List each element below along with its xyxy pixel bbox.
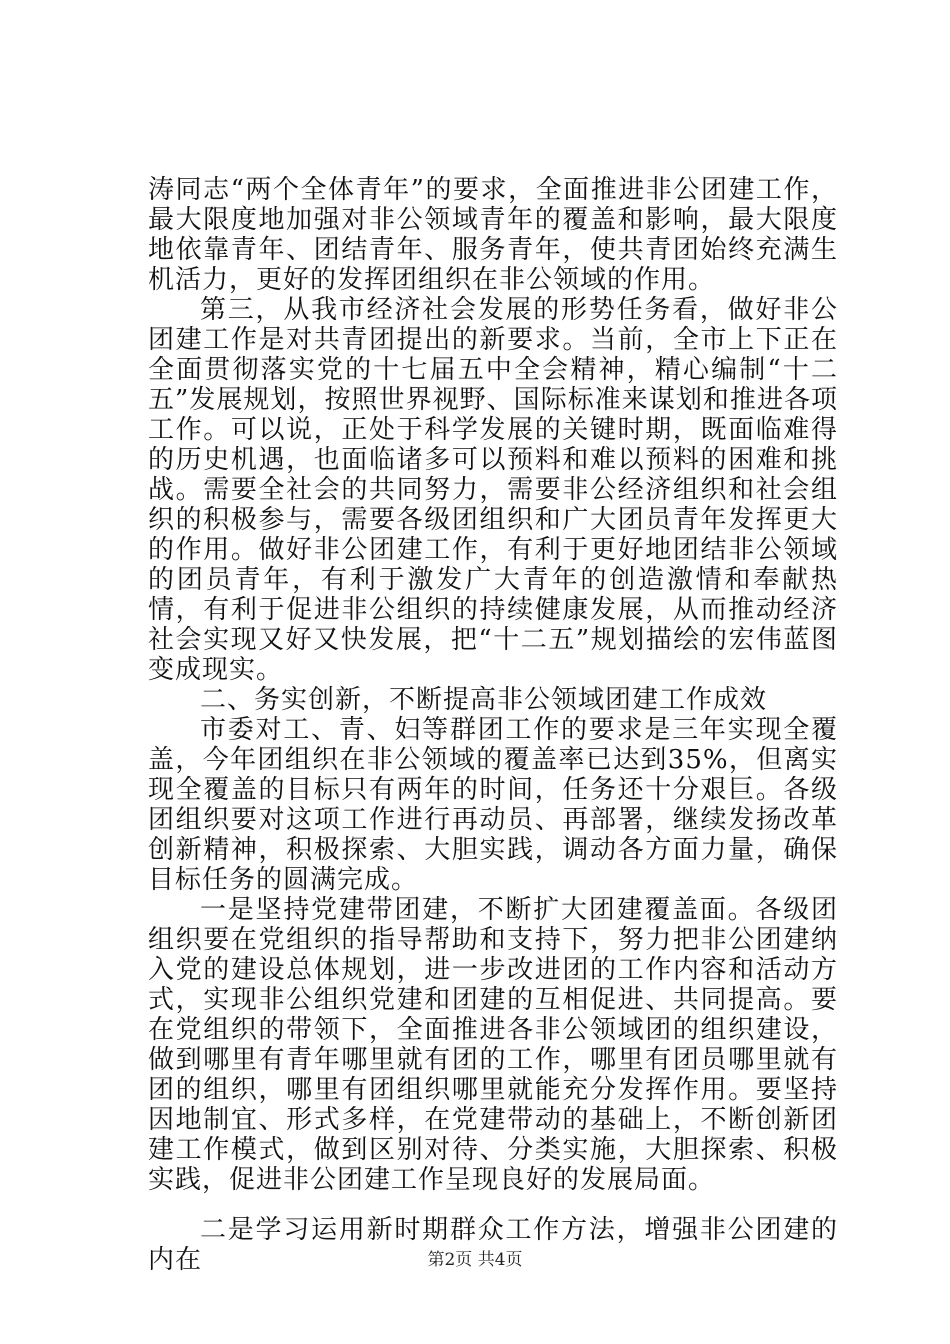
paragraph-point-two: 二是学习运用新时期群众工作方法，增强非公团建的内在 — [148, 1215, 838, 1275]
paragraph-third-point: 第三，从我市经济社会发展的形势任务看，做好非公团建工作是对共青团提出的新要求。当前，全市上下正在全面贯彻落实党的十七届五中全会精神，精心编制“十二五”发展规划，按照世界视野、国际标准来谋划和推进各项工作。可以说，正处于科学发展的关键时期，既面临难得的历史机遇，也面临诸多可以预料和难以预料的困难和挑战。需要全社会的共同努力，需要非公经济组织和社会组织的积极参与，需要各级团组织和广大团员青年发挥更大的作用。做好非公团建工作，有利于更好地团结非公领域的团员青年，有利于激发广大青年的创造激情和奉献热情，有利于促进非公组织的持续健康发展，从而推动经济社会实现又好又快发展，把“十二五”规划描绘的宏伟蓝图变成现实。 — [148, 295, 838, 685]
paragraph-coverage-goal: 市委对工、青、妇等群团工作的要求是三年实现全覆盖，今年团组织在非公领域的覆盖率已达到35%，但离实现全覆盖的目标只有两年的时间，任务还十分艰巨。各级团组织要对这项工作进行再动员、再部署，继续发扬改革创新精神，积极探索、大胆实践，调动各方面力量，确保目标任务的圆满完成。 — [148, 715, 838, 895]
section-heading-2: 二、务实创新，不断提高非公领域团建工作成效 — [200, 685, 768, 715]
document-body — [148, 175, 838, 1275]
paragraph-continuation: 涛同志“两个全体青年”的要求，全面推进非公团建工作，最大限度地加强对非公领域青年的覆盖和影响，最大限度地依靠青年、团结青年、服务青年，使共青团始终充满生机活力，更好的发挥团组织在非公领域的作用。 — [148, 175, 838, 295]
page-footer: 第2页 共4页 — [427, 1250, 523, 1270]
paragraph-point-one: 一是坚持党建带团建，不断扩大团建覆盖面。各级团组织要在党组织的指导帮助和支持下，努力把非公团建纳入党的建设总体规划，进一步改进团的工作内容和活动方式，实现非公组织党建和团建的互相促进、共同提高。要在党组织的带领下，全面推进各非公领域团的组织建设，做到哪里有青年哪里就有团的工作，哪里有团员哪里就有团的组织，哪里有团组织哪里就能充分发挥作用。要坚持因地制宜、形式多样，在党建带动的基础上，不断创新团建工作模式，做到区别对待、分类实施，大胆探索、积极实践，促进非公团建工作呈现良好的发展局面。 — [148, 895, 838, 1195]
